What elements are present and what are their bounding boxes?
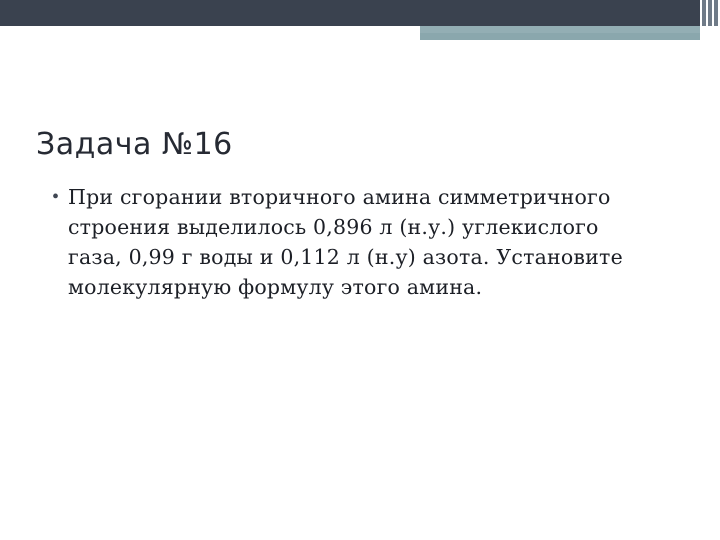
header-accent-bar-light — [420, 26, 700, 33]
header-band-inner — [0, 0, 700, 26]
list-item — [52, 182, 652, 302]
header-tick-2 — [706, 0, 708, 40]
bullet-text: При сгорании вторичного амина симметричного строения выделилось 0,896 л (н.у.) углекислого газа, 0,99 г воды и 0,112 л (н.у) азота. Установите молекулярную формулу этого амина. — [68, 185, 623, 299]
slide-body — [52, 182, 652, 302]
header-tick-1 — [700, 0, 702, 40]
bullet-dot-icon: • — [52, 186, 60, 208]
slide-title: Задача №16 — [36, 127, 233, 163]
header-tick-3 — [712, 0, 714, 40]
